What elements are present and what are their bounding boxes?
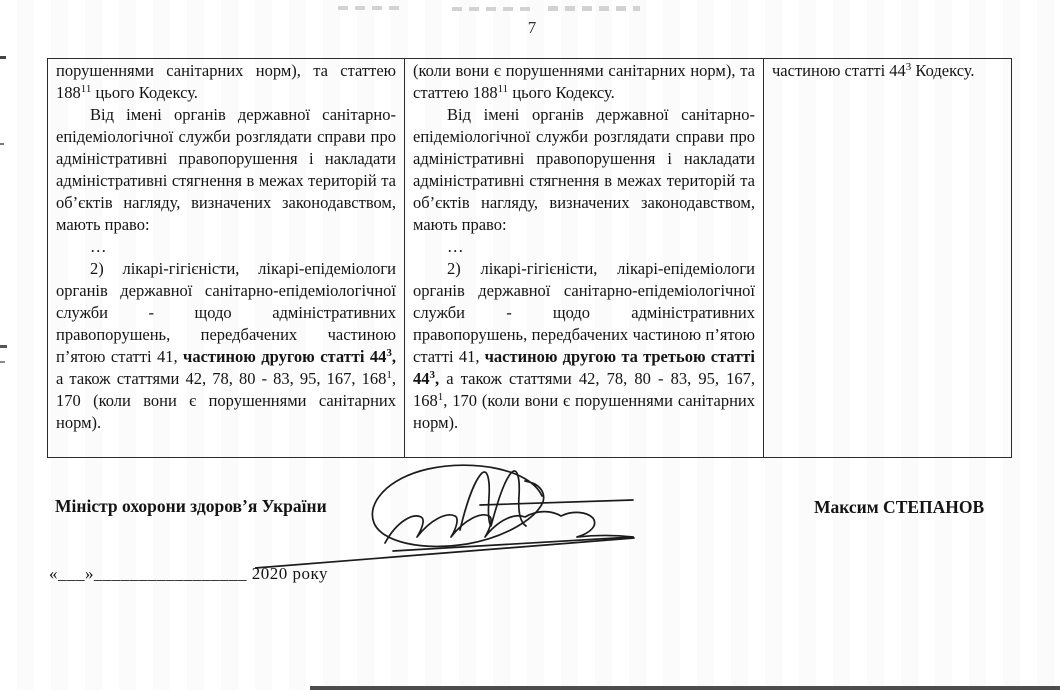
date-blank-line: «___»_________________ 2020 року [49,564,329,583]
paragraph: частиною статті $44^3$ Кодексу. [772,61,975,80]
signature-initials-stroke [460,471,526,530]
scan-smudge [548,6,640,11]
ellipsis-paragraph: … [447,237,464,256]
scan-smudge [338,6,400,10]
scan-artifact-tick [0,361,5,363]
signature-tail-stroke [393,537,633,551]
paragraph: (коли вони є порушеннями санітарних норм), та статтею $188^{11}$ цього Кодексу. [413,61,755,102]
table-cell-amended-wording [405,59,764,457]
signature-loop-stroke [372,465,543,546]
paragraph: Від імені органів державної санітарно-епідеміологічної служби розглядати справи про адміністративні правопорушення і накладати адміністративні стягнення в межах територій та об’єктів нагляду, визначених законодавством, мають право: [413,105,755,234]
table-cell-note [764,59,1011,457]
minister-name: Максим СТЕПАНОВ [814,497,985,517]
minister-title: Міністр охорони здоров’я України [55,496,327,516]
signature-horizontal-stroke [480,500,633,505]
paragraph: Від імені органів державної санітарно-епідеміологічної служби розглядати справи про адміністративні правопорушення і накладати адміністративні стягнення в межах територій та об’єктів нагляду, визначених законодавством, мають право: [56,105,396,234]
paragraph: порушеннями санітарних норм), та статтею $188^{11}$ цього Кодексу. [56,61,396,102]
scan-artifact-tick [0,345,7,348]
table-cell-current-wording [48,59,405,457]
scan-artifact-tick [0,56,6,59]
paragraph: 2) лікарі-гігієністи, лікарі-епідеміологи органів державної санітарно-епідеміологічної служби - щодо адміністративних правопорушень, передбачених частиною п’ятою статті 41, частиною другою статті $44^3$, а також статтями 42, 78, 80 - 83, 95, 167, $168^1$, 170 (коли вони є порушеннями санітарних норм). [56,259,396,432]
comparison-table [47,58,1012,458]
scan-smudge [452,7,532,11]
ellipsis-paragraph: … [90,237,107,256]
signature-scrawl-stroke [385,512,633,543]
scan-artifact-tick [0,143,4,145]
paragraph: 2) лікарі-гігієністи, лікарі-епідеміологи органів державної санітарно-епідеміологічної служби - щодо адміністративних правопорушень, передбачених частиною п’ятою статті 41, частиною другою та третьою статті $44^3$, а також статтями 42, 78, 80 - 83, 95, 167, $168^1$, 170 (коли вони є порушеннями санітарних норм). [413,259,755,432]
scan-edge-line [310,686,1060,690]
page-number: 7 [527,18,537,37]
